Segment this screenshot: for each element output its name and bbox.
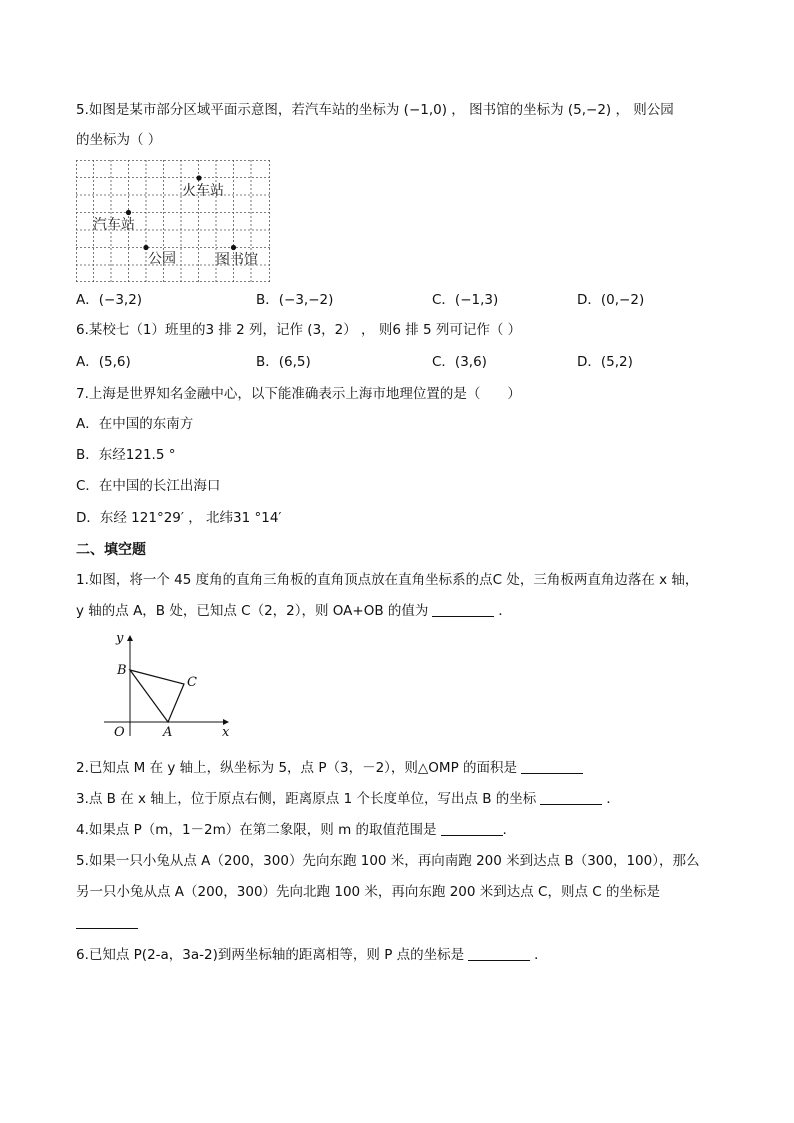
- x-axis-label: x: [222, 725, 230, 740]
- f2-stem: [76, 758, 587, 778]
- park-label: 公园: [148, 251, 176, 267]
- q5-option-b: B．(−3,−2): [256, 292, 334, 308]
- q6-stem: 6.某校七（1）班里的3 排 2 列，记作 (3，2） ， 则6 排 5 列可记作（ ）: [76, 322, 522, 338]
- q7-option-b: B．东经121.5 °: [76, 447, 176, 463]
- f1-stem-line1: 1.如图，将一个 45 度角的直角三角板的直角顶点放在直角坐标系的点C 处，三角板两直角边落在 x 轴，: [76, 572, 699, 588]
- f3-answer-blank[interactable]: [540, 790, 602, 805]
- f5-stem-line1: 5.如果一只小兔从点 A（200，300）先向东跑 100 米，再向南跑 200 米到达点 B（300，100），那么: [76, 853, 700, 869]
- y-axis-label: y: [116, 631, 124, 646]
- park-point: [143, 245, 148, 250]
- f4-stem-end: .: [502, 822, 507, 838]
- f1-stem-text: y 轴的点 A，B 处，已知点 C（2，2），则 OA+OB 的值为: [76, 603, 429, 619]
- f1-stem-line2: [76, 601, 512, 621]
- q5-stem-line1: 5.如图是某市部分区域平面示意图，若汽车站的坐标为 (−1,0) ， 图书馆的坐标为 (5,−2) ， 则公园: [76, 102, 674, 118]
- q5-stem-line2: 的坐标为（ ）: [76, 132, 162, 148]
- f2-stem-text: 2.已知点 M 在 y 轴上，纵坐标为 5，点 P（3，－2），则△OMP 的面积是: [76, 760, 518, 776]
- f3-stem: [76, 789, 620, 809]
- q7-option-a: A．在中国的东南方: [76, 416, 194, 432]
- f1-answer-blank[interactable]: [432, 602, 494, 617]
- q5-option-a: A．(−3,2): [76, 292, 143, 308]
- f6-stem-text: 6.已知点 P(2-a，3a-2)到两坐标轴的距离相等，则 P 点的坐标是: [76, 947, 465, 963]
- q6-option-c: C．(3,6): [432, 354, 487, 370]
- train-station-point: [196, 175, 201, 180]
- f4-stem-text: 4.如果点 P（m，1－2m）在第二象限，则 m 的取值范围是: [76, 822, 437, 838]
- right-triangle: [130, 670, 184, 722]
- f4-answer-blank[interactable]: [441, 821, 503, 836]
- q6-option-d: D．(5,2): [577, 354, 633, 370]
- f1-stem-end: ．: [498, 603, 512, 619]
- point-b-label: B: [117, 663, 127, 678]
- q6-option-b: B．(6,5): [256, 354, 311, 370]
- f6-answer-blank[interactable]: [468, 946, 530, 961]
- q5-option-c: C．(−1,3): [432, 292, 499, 308]
- point-c-label: C: [187, 675, 197, 690]
- q7-option-d: D．东经 121°29′ ， 北纬31 °14′: [76, 510, 282, 526]
- library-point: [231, 245, 236, 250]
- f3-stem-end: ．: [606, 791, 620, 807]
- train-station-label: 火车站: [182, 183, 224, 199]
- f5-answer-blank[interactable]: [76, 928, 138, 929]
- origin-label: O: [114, 725, 125, 740]
- f6-stem: [76, 945, 548, 965]
- q5-map-grid: [76, 160, 271, 284]
- f3-stem-text: 3.点 B 在 x 轴上，位于原点右侧，距离原点 1 个长度单位，写出点 B 的坐标: [76, 791, 537, 807]
- q7-stem: 7.上海是世界知名金融中心，以下能准确表示上海市地理位置的是（ ）: [76, 386, 521, 402]
- q6-option-a: A．(5,6): [76, 354, 131, 370]
- f1-coordinate-figure: [100, 628, 240, 740]
- section-heading-fill-in: 二、填空题: [76, 542, 146, 558]
- q7-option-c: C．在中国的长江出海口: [76, 478, 221, 494]
- point-a-label: A: [163, 725, 173, 740]
- bus-station-label: 汽车站: [93, 217, 135, 233]
- bus-station-point: [126, 210, 131, 215]
- q5-option-d: D．(0,−2): [577, 292, 645, 308]
- library-label: 图书馆: [216, 252, 258, 268]
- f2-answer-blank[interactable]: [521, 759, 583, 774]
- f5-stem-line2: 另一只小兔从点 A（200，300）先向北跑 100 米，再向东跑 200 米到达点 C，则点 C 的坐标是: [76, 884, 660, 900]
- f6-stem-end: ．: [534, 947, 548, 963]
- f4-stem: [76, 820, 507, 840]
